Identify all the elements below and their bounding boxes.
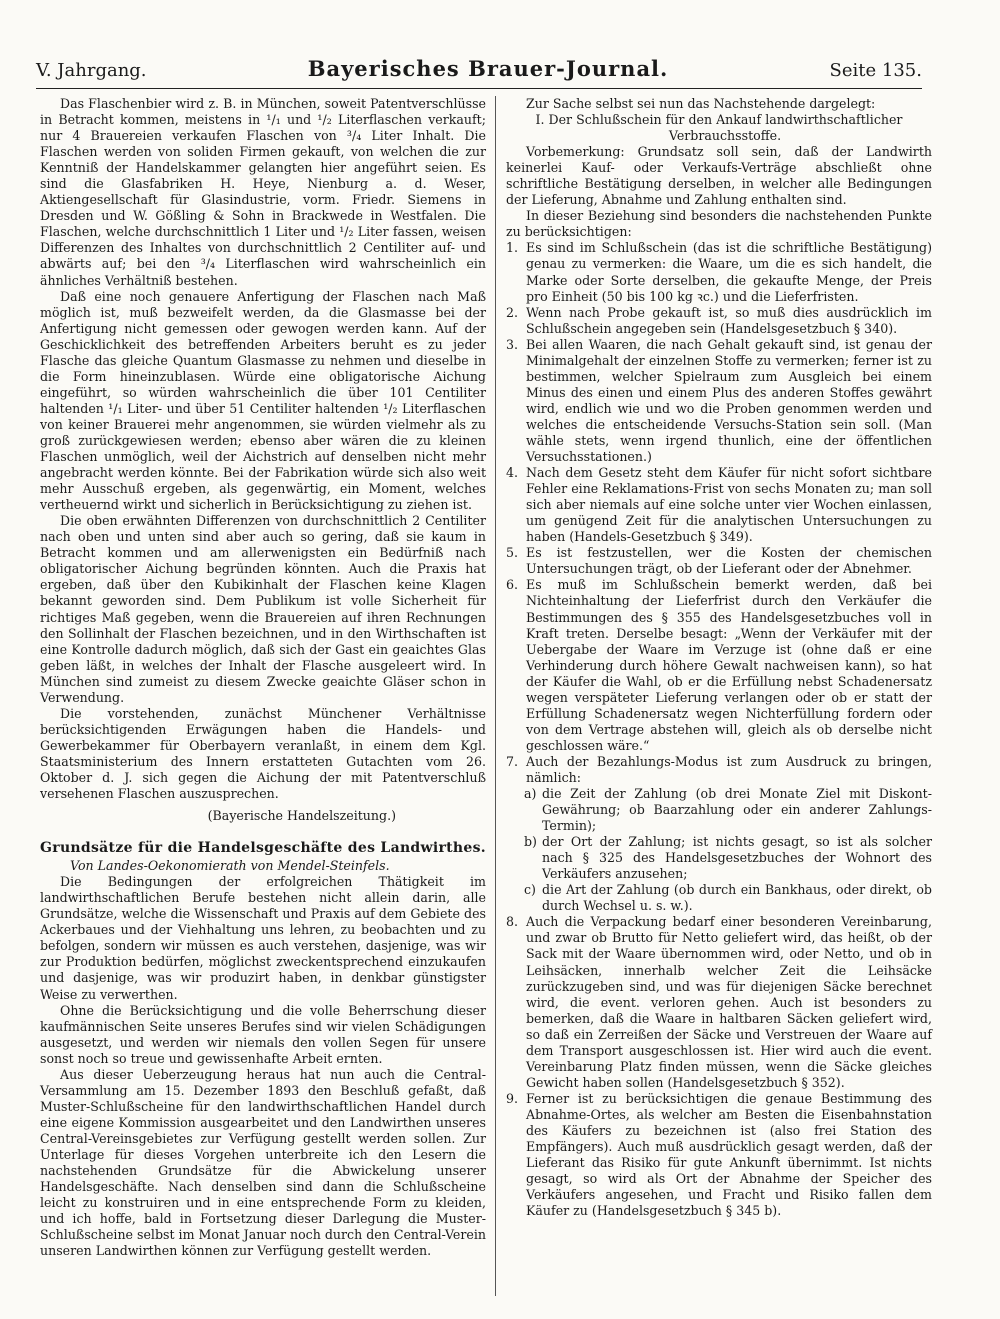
list-item xyxy=(506,337,932,465)
list-item xyxy=(506,914,932,1091)
item-number: 2. xyxy=(506,304,519,320)
item-text: Es ist festzustellen, wer die Kosten der chemischen Untersuchungen trägt, ob der Lieferant oder der Abnehmer. xyxy=(526,545,932,577)
list-item xyxy=(506,577,932,754)
paragraph: Das Flaschenbier wird z. B. in München, soweit Patentverschlüsse in Betracht kommen, meistens in ¹/₁ und ¹/₂ Literflaschen verkauft; nur 4 Brauereien verkaufen Flaschen von ³/₄ Liter Inhalt. Die Flaschen werden von soliden Firmen gekauft, von welchen die zur Kenntniß der Handelskammer gelangten hier angeführt seien. Es sind die Glasfabriken H. Heye, Nienburg a. d. Weser, Aktiengesellschaft für Glasindustrie, vorm. Friedr. Siemens in Dresden und W. Gößling & Sohn in Brackwede in Westfalen. Die Flaschen, welche durchschnittlich 1 Liter und ¹/₂ Liter fassen, weisen Differenzen des Inhaltes von durchschnittlich 2 Centiliter auf- und abwärts auf; bei den ³/₄ Literflaschen wird wahrscheinlich ein ähnliches Verhältniß bestehen. xyxy=(40,96,486,288)
source-citation: (Bayerische Handelszeitung.) xyxy=(207,808,396,824)
sub-item-letter: b) xyxy=(524,834,537,850)
list-item xyxy=(506,1091,932,1219)
item-text: Ferner ist zu berücksichtigen die genaue Bestimmung des Abnahme-Ortes, als welcher am Besten die Eisenbahnstation des Käufers zu bezeichnen ist (also frei Station des Empfängers). Auch muß ausdrücklich gesagt werden, daß der Lieferant das Risiko für gute Ankunft übernimmt. Ist nichts gesagt, so wird als Ort der Abnahme der Speicher des Verkäufers angesehen, und Fracht und Risiko fallen dem Käufer zu (Handelsgesetzbuch § 345 b). xyxy=(526,1090,932,1219)
list-item xyxy=(506,545,932,577)
item-text: Auch die Verpackung bedarf einer besonderen Vereinbarung, und zwar ob Brutto für Netto geliefert wird, das heißt, ob der Sack mit der Waare übernommen wird, oder Netto, und ob in Leihsäcken, innerhalb welcher Zeit die Leihsäcke zurückzugeben sind, und was für diejenigen Säcke berechnet wird, die event. verloren gehen. Auch ist besonders zu bemerken, daß die Waare in haltbaren Säcken geliefert wird, so daß ein Zerreißen der Säcke und Verstreuen der Waare auf dem Transport ausgeschlossen ist. Hier wird auch die event. Vereinbarung Platz finden müssen, wenn die Säcke gleiches Gewicht haben sollen (Handelsgesetzbuch § 352). xyxy=(526,914,932,1090)
paragraph: Die vorstehenden, zunächst Münchener Verhältnisse berücksichtigenden Erwägungen haben die Handels- und Gewerbekammer für Oberbayern veranlaßt, in einem dem Kgl. Staatsministerium des Innern erstatteten Gutachten vom 26. Oktober d. J. sich gegen die Aichung der mit Patentverschluß versehenen Flaschen auszusprechen. xyxy=(40,705,486,802)
article-title: Grundsätze für die Handelsgeschäfte des Landwirthes. xyxy=(40,840,486,857)
right-column xyxy=(506,96,932,1219)
item-text: Auch der Bezahlungs-Modus ist zum Ausdruck zu bringen, nämlich: xyxy=(526,753,932,785)
item-number: 9. xyxy=(506,1090,519,1106)
paragraph: Ohne die Berücksichtigung und die volle Beherrschung dieser kaufmännischen Seite unseres Berufes sind wir vielen Schädigungen ausgesetzt, und werden wir niemals den vollen Segen für unsere sonst noch so treue und gewissenhafte Arbeit ernten. xyxy=(40,1002,486,1066)
paragraph: Die oben erwähnten Differenzen von durchschnittlich 2 Centiliter nach oben und unten sind aber auch so gering, daß sie kaum in Betracht kommen und am allerwenigsten ein Bedürfniß nach obligatorischer Aichung begründen könnten. Auch die Praxis hat ergeben, daß über den Kubikinhalt der Flaschen keine Klagen bekannt geworden sind. Dem Publikum ist volle Sicherheit für richtiges Maß gegeben, wenn die Brauereien auf ihren Rechnungen den Sollinhalt der Flaschen bezeichnen, und in den Wirthschaften ist eine Kontrolle dadurch möglich, daß sich der Gast ein geaichtes Glas geben läßt, in welches der Inhalt der Flasche ausgeleert wird. In München sind zumeist zu diesem Zwecke geaichte Gläser schon in Verwendung. xyxy=(40,513,486,705)
volume-label: V. Jahrgang. xyxy=(36,60,147,81)
sub-item-text: die Art der Zahlung (ob durch ein Bankhaus, oder direkt, ob durch Wechsel u. s. w.). xyxy=(542,882,932,914)
item-text: Wenn nach Probe gekauft ist, so muß dies ausdrücklich im Schlußschein angegeben sein (Handelsgesetzbuch § 340). xyxy=(526,304,932,336)
section-title: I. Der Schlußschein für den Ankauf landwirthschaftlicher Verbrauchsstoffe. xyxy=(535,112,903,144)
journal-title: Bayerisches Brauer-Journal. xyxy=(307,56,669,81)
paragraph: Aus dieser Ueberzeugung heraus hat nun auch die Central-Versammlung am 15. Dezember 1893 den Beschluß gefaßt, daß Muster-Schlußscheine für den landwirthschaftlichen Handel durch eine eigene Kommission ausgearbeitet und den Landwirthen unseres Central-Vereinsgebietes zur Verfügung gestellt werden sollen. Zur Unterlage für dieses Vorgehen unterbreite ich den Lesern die nachstehenden Grundsätze für die Abwickelung unserer Handelsgeschäfte. Nach denselben sind dann die Schlußscheine leicht zu konstruiren und in eine entsprechende Form zu kleiden, und ich hoffe, bald in Fortsetzung dieser Darlegung die Muster-Schlußscheine selbst im Monat Januar noch durch den Central-Verein unseren Landwirthen können zur Verfügung gestellt werden. xyxy=(40,1066,487,1259)
intro-line: Zur Sache selbst sei nun das Nachstehende dargelegt: xyxy=(526,96,876,111)
left-column xyxy=(40,96,486,1259)
page-header xyxy=(36,56,922,86)
column-divider xyxy=(495,96,496,1296)
sub-item-letter: c) xyxy=(524,882,536,898)
paragraph: Daß eine noch genauere Anfertigung der Flaschen nach Maß möglich ist, muß bezweifelt werden, da die Glasmasse bei der Anfertigung nicht gemessen oder gewogen werden kann. Auf der Geschicklichkeit des betreffenden Arbeiters beruht es zu jeder Flasche das gleiche Quantum Glasmasse zu nehmen und dieselbe in die Form hineinzublasen. Würde eine obligatorische Aichung eingeführt, so würden wahrscheinlich die über 101 Centiliter haltenden ¹/₁ Liter- und über 51 Centiliter haltenden ¹/₂ Literflaschen von keiner Brauerei mehr angenommen, sie würden vielmehr als zu groß zurückgewiesen werden; ebenso aber wären die zu kleinen Flaschen unmöglich, weil der Aichstrich auf denselben nicht mehr angebracht werden könnte. Bei der Fabrikation würde sich also weit mehr Ausschuß ergeben, als gegenwärtig, ein Moment, welches vertheuernd wirkt und sicherlich in Berücksichtigung zu ziehen ist. xyxy=(40,288,486,513)
sub-item-text: die Zeit der Zahlung (ob drei Monate Ziel mit Diskont-Gewährung; ob Baarzahlung oder ein anderer Zahlungs-Termin); xyxy=(542,786,932,834)
preliminary-note: Vorbemerkung: Grundsatz soll sein, daß der Landwirth keinerlei Kauf- oder Verkaufs-Verträge abschließt ohne schriftliche Bestätigung derselben, in welcher alle Bedingungen der Lieferung, Abnahme und Zahlung enthalten sind. xyxy=(506,144,932,208)
list-item xyxy=(506,305,932,337)
sub-list-item xyxy=(524,882,932,914)
sub-list-item xyxy=(524,834,932,882)
sub-item-text: der Ort der Zahlung; ist nichts gesagt, so ist als solcher nach § 325 des Handelsgesetzbuches der Wohnort des Verkäufers anzusehen; xyxy=(542,834,932,882)
item-number: 5. xyxy=(506,545,519,561)
header-rule xyxy=(36,88,922,89)
article-byline: Von Landes-Oekonomierath von Mendel-Steinfels. xyxy=(70,858,390,874)
page-number: Seite 135. xyxy=(829,60,922,81)
item-number: 6. xyxy=(506,577,519,593)
item-number: 3. xyxy=(506,336,519,352)
item-text: Nach dem Gesetz steht dem Käufer für nicht sofort sichtbare Fehler eine Reklamations-Frist von sechs Monaten zu; man soll sich aber niemals auf eine solche unter vier Wochen einlassen, um genügend Zeit für die analytischen Untersuchungen zu haben (Handels-Gesetzbuch § 349). xyxy=(526,465,932,545)
item-number: 1. xyxy=(506,240,519,256)
numbered-list xyxy=(506,240,932,1219)
item-text: Es sind im Schlußschein (das ist die schriftliche Bestätigung) genau zu vermerken: die Waare, um die es sich handelt, die Marke oder Sorte derselben, die gekaufte Menge, der Preis pro Einheit (50 bis 100 kg ꝛc.) und die Lieferfristen. xyxy=(526,240,932,304)
sub-list-item xyxy=(524,786,932,834)
sub-item-letter: a) xyxy=(524,786,537,802)
list-item xyxy=(506,754,932,786)
item-number: 8. xyxy=(506,914,519,930)
list-item xyxy=(506,465,932,545)
preliminary-note-2: In dieser Beziehung sind besonders die nachstehenden Punkte zu berücksichtigen: xyxy=(506,208,932,240)
item-number: 7. xyxy=(506,753,519,769)
list-item xyxy=(506,240,932,304)
item-number: 4. xyxy=(506,465,519,481)
item-text: Es muß im Schlußschein bemerkt werden, daß bei Nichteinhaltung der Lieferfrist durch den Verkäufer die Bestimmungen des § 355 des Handelsgesetzbuches voll in Kraft treten. Derselbe besagt: „Wenn der Verkäufer mit der Uebergabe der Waare im Verzuge ist (ohne daß er eine Verhinderung durch höhere Gewalt nachweisen kann), so hat der Käufer die Wahl, ob er die Erfüllung nebst Schadenersatz wegen verspäteter Lieferung verlangen oder ob er statt der Erfüllung Schadenersatz wegen Nichterfüllung fordern oder von dem Vertrage abstehen will, gleich als ob derselbe nicht geschlossen wäre.“ xyxy=(526,577,932,753)
paragraph: Die Bedingungen der erfolgreichen Thätigkeit im landwirthschaftlichen Berufe bestehen nicht allein darin, alle Grundsätze, welche die Wissenschaft und Praxis auf dem Gebiete des Ackerbaues und der Viehhaltung uns lehren, zu beobachten und zu befolgen, sondern wir müssen es auch verstehen, dasjenige, was wir zur Produktion bedürfen, möglichst zweckentsprechend einzukaufen und dasjenige, was wir produzirt haben, in denkbar günstigster Weise zu verwerthen. xyxy=(40,874,486,1002)
item-text: Bei allen Waaren, die nach Gehalt gekauft sind, ist genau der Minimalgehalt der einzelnen Stoffe zu vermerken; ferner ist zu bestimmen, welcher Spielraum zum Ausgleich bei einem Minus des einen und einem Plus des anderen Stoffes gewährt wird, endlich wie und wo die Proben genommen werden und welches die entscheidende Versuchs-Station sein soll. (Man wähle stets, wenn irgend thunlich, eine der öffentlichen Versuchsstationen.) xyxy=(526,336,932,465)
